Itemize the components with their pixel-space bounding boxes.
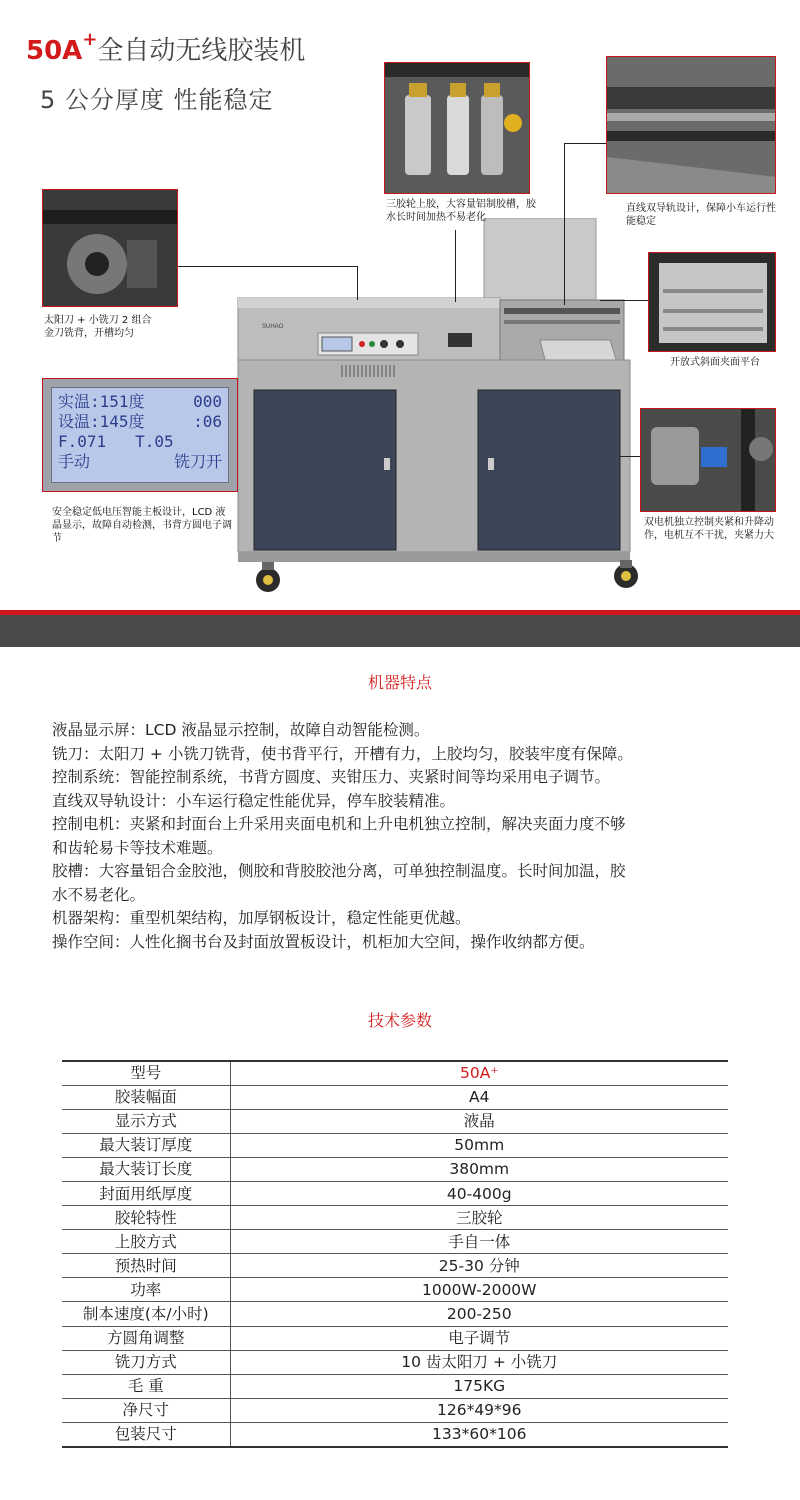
milling-photo [42, 189, 178, 307]
table-row [62, 1133, 728, 1157]
spec-value: 手自一体 [230, 1230, 728, 1254]
platform-image [649, 253, 776, 352]
leader-line-rail [564, 143, 606, 144]
spec-value: 电子调节 [230, 1326, 728, 1350]
product-title [26, 30, 305, 67]
table-row [62, 1109, 728, 1133]
spec-value: 三胶轮 [230, 1206, 728, 1230]
model-name: 50A+ [26, 29, 98, 66]
lcd-mill-status: 铣刀开 [173, 452, 222, 471]
spec-key: 预热时间 [62, 1254, 230, 1278]
lcd-params: F.071 T.05 [58, 432, 174, 451]
platform-photo [648, 252, 776, 352]
table-row [62, 1278, 728, 1302]
table-row [62, 1061, 728, 1085]
glue-rollers-image [385, 63, 530, 194]
lcd-set-temp: 设温:145度 [58, 412, 145, 431]
feature-item: 直线双导轨设计：小车运行稳定性能优异，停车胶装精准。 [52, 791, 456, 810]
spec-key: 制本速度(本/小时) [62, 1302, 230, 1326]
spec-key: 毛 重 [62, 1374, 230, 1398]
table-row [62, 1206, 728, 1230]
rail-image [607, 57, 776, 194]
feature-item: 机器架构：重型机架结构，加厚钢板设计，稳定性能更优越。 [52, 909, 471, 927]
divider-grey [0, 615, 800, 647]
machine-brand-label: SUHAO [262, 324, 284, 330]
spec-key: 包装尺寸 [62, 1422, 230, 1446]
feature-item: 液晶显示屏：LCD 液晶显示控制，故障自动智能检测。 [52, 721, 430, 739]
leader-line-milling [178, 266, 358, 267]
spec-key: 封面用纸厚度 [62, 1181, 230, 1205]
spec-value: 25-30 分钟 [230, 1254, 728, 1278]
spec-value: 200-250 [230, 1302, 728, 1326]
table-row [62, 1302, 728, 1326]
milling-image [43, 190, 178, 307]
spec-key: 最大装订长度 [62, 1157, 230, 1181]
table-row [62, 1157, 728, 1181]
table-row [62, 1085, 728, 1109]
spec-key: 铣刀方式 [62, 1350, 230, 1374]
spec-key: 型号 [62, 1061, 230, 1085]
features-title: 机器特点 [367, 673, 432, 692]
spec-value: 1000W-2000W [230, 1278, 728, 1302]
spec-value: 液晶 [230, 1109, 728, 1133]
spec-key: 功率 [62, 1278, 230, 1302]
spec-key: 最大装订厚度 [62, 1133, 230, 1157]
table-row [62, 1350, 728, 1374]
lcd-photo [42, 378, 238, 492]
lcd-time: :06 [193, 412, 222, 431]
spec-value: 10 齿太阳刀 + 小铣刀 [230, 1350, 728, 1374]
leader-line-glue [455, 230, 456, 302]
spec-key: 方圆角调整 [62, 1326, 230, 1350]
lcd-counter: 000 [193, 392, 222, 411]
spec-table [62, 1060, 728, 1448]
table-row [62, 1254, 728, 1278]
table-row [62, 1230, 728, 1254]
spec-value: 380mm [230, 1157, 728, 1181]
table-row [62, 1398, 728, 1422]
spec-value: 133*60*106 [230, 1422, 728, 1446]
callout-platform: 开放式斜面夹面平台 [670, 357, 760, 368]
callout-lcd: 安全稳定低电压智能主板设计，LCD 液晶显示，故障自动检测，书背方圆电子调节 [52, 507, 232, 544]
table-row [62, 1326, 728, 1350]
callout-milling: 太阳刀 + 小铣刀 2 组合金刀铣背，开槽均匀 [44, 315, 152, 339]
spec-key: 上胶方式 [62, 1230, 230, 1254]
lcd-actual-temp: 实温:151度 [58, 392, 145, 411]
spec-key: 胶轮特性 [62, 1206, 230, 1230]
spec-value: 175KG [230, 1374, 728, 1398]
table-row [62, 1422, 728, 1446]
spec-value: 40-400g [230, 1181, 728, 1205]
spec-title: 技术参数 [367, 1011, 432, 1030]
feature-item: 操作空间：人性化搁书台及封面放置板设计，机柜加大空间，操作收纳都方便。 [52, 932, 595, 951]
feature-item: 和齿轮易卡等技术难题。 [52, 838, 223, 857]
product-subtitle: 5 公分厚度 性能稳定 [40, 86, 274, 114]
spec-value: A4 [230, 1085, 728, 1109]
spec-key: 胶装幅面 [62, 1085, 230, 1109]
lcd-screen [51, 387, 229, 483]
callout-glue: 三胶轮上胶，大容量铝制胶槽，胶水长时间加热不易老化 [386, 199, 536, 223]
rail-photo [606, 56, 776, 194]
lcd-mode: 手动 [58, 452, 91, 471]
motor-image [641, 409, 776, 512]
product-name: 全自动无线胶装机 [97, 36, 306, 66]
feature-item: 控制系统：智能控制系统，书背方圆度、夹钳压力、夹紧时间等均采用电子调节。 [52, 768, 611, 786]
spec-key: 显示方式 [62, 1109, 230, 1133]
leader-line-milling-v [357, 266, 358, 300]
table-row [62, 1374, 728, 1398]
machine-illustration [230, 218, 640, 598]
spec-value: 50A⁺ [230, 1061, 728, 1085]
feature-item: 胶槽：大容量铝合金胶池，侧胶和背胶胶池分离，可单独控制温度。长时间加温，胶 [52, 862, 626, 880]
leader-line-platform [600, 300, 648, 301]
glue-rollers-photo [384, 62, 530, 194]
spec-value: 126*49*96 [230, 1398, 728, 1422]
feature-item: 控制电机：夹紧和封面台上升采用夹面电机和上升电机独立控制，解决夹面力度不够 [52, 815, 626, 833]
features-list [52, 719, 752, 954]
table-row [62, 1181, 728, 1205]
leader-line-rail-v [564, 143, 565, 305]
leader-line-motor [620, 456, 640, 457]
feature-item: 铣刀：太阳刀 + 小铣刀铣背，使书背平行，开槽有力，上胶均匀，胶装牢度有保障。 [52, 744, 633, 763]
callout-motor: 双电机独立控制夹紧和升降动作，电机互不干扰，夹紧力大 [644, 517, 774, 541]
spec-value: 50mm [230, 1133, 728, 1157]
feature-item: 水不易老化。 [52, 885, 146, 904]
spec-key: 净尺寸 [62, 1398, 230, 1422]
callout-rail: 直线双导轨设计，保障小车运行性能稳定 [626, 203, 776, 227]
motor-photo [640, 408, 776, 512]
